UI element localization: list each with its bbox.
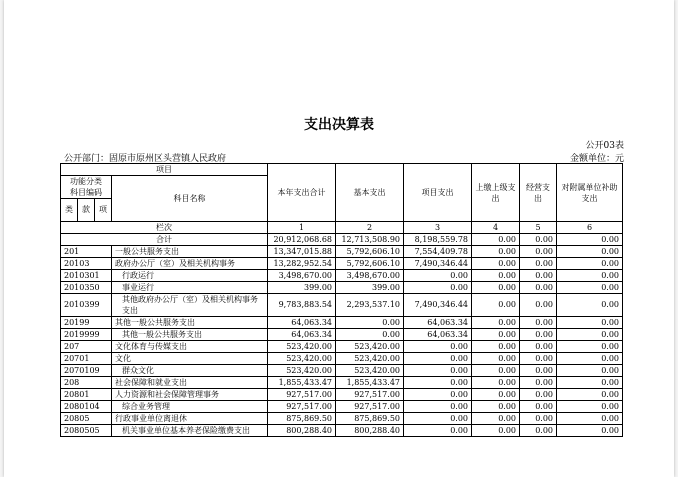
subject-name: 行政运行 <box>112 270 268 282</box>
subject-code: 2010301 <box>61 270 112 282</box>
cell-upper: 0.00 <box>472 294 520 317</box>
cell-upper: 0.00 <box>472 246 520 258</box>
table-row <box>61 329 623 341</box>
table-row <box>61 377 623 389</box>
cell-business: 0.00 <box>520 329 557 341</box>
cell-total: 523,420.00 <box>268 341 336 353</box>
cell-upper: 0.00 <box>472 329 520 341</box>
cell-subsidy: 0.00 <box>557 246 623 258</box>
cell-project: 0.00 <box>404 425 472 437</box>
cell-business: 0.00 <box>520 413 557 425</box>
table-row <box>61 401 623 413</box>
cell-total: 13,347,015.88 <box>268 246 336 258</box>
subject-name: 综合业务管理 <box>112 401 268 413</box>
subject-code: 2019999 <box>61 329 112 341</box>
subject-name: 群众文化 <box>112 365 268 377</box>
cell-project: 7,490,346.44 <box>404 258 472 270</box>
header-basic: 基本支出 <box>336 164 404 222</box>
cell-basic: 523,420.00 <box>336 365 404 377</box>
cell-total: 9,783,883.54 <box>268 294 336 317</box>
cell-project: 64,063.34 <box>404 329 472 341</box>
cell-business: 0.00 <box>520 282 557 294</box>
col-number-4: 4 <box>472 222 520 234</box>
cell-project: 0.00 <box>404 413 472 425</box>
total-upper: 0.00 <box>472 234 520 246</box>
subject-code: 201 <box>61 246 112 258</box>
table-row <box>61 425 623 437</box>
subject-code: 2010350 <box>61 282 112 294</box>
cell-basic: 523,420.00 <box>336 353 404 365</box>
subject-code: 2070109 <box>61 365 112 377</box>
cell-project: 0.00 <box>404 365 472 377</box>
col-number-1: 1 <box>268 222 336 234</box>
cell-business: 0.00 <box>520 317 557 329</box>
cell-upper: 0.00 <box>472 317 520 329</box>
cell-basic: 2,293,537.10 <box>336 294 404 317</box>
cell-total: 927,517.00 <box>268 389 336 401</box>
cell-total: 927,517.00 <box>268 401 336 413</box>
subject-code: 20199 <box>61 317 112 329</box>
cell-basic: 0.00 <box>336 329 404 341</box>
cell-basic: 5,792,606.10 <box>336 258 404 270</box>
cell-upper: 0.00 <box>472 270 520 282</box>
cell-total: 800,288.40 <box>268 425 336 437</box>
cell-subsidy: 0.00 <box>557 377 623 389</box>
subject-name: 其他一般公共服务支出 <box>112 317 268 329</box>
cell-project: 0.00 <box>404 377 472 389</box>
cell-subsidy: 0.00 <box>557 413 623 425</box>
cell-total: 875,869.50 <box>268 413 336 425</box>
subject-name: 行政事业单位离退休 <box>112 413 268 425</box>
cell-subsidy: 0.00 <box>557 317 623 329</box>
subject-code: 2080104 <box>61 401 112 413</box>
cell-subsidy: 0.00 <box>557 353 623 365</box>
cell-subsidy: 0.00 <box>557 258 623 270</box>
col-number-5: 5 <box>520 222 557 234</box>
cell-basic: 399.00 <box>336 282 404 294</box>
cell-subsidy: 0.00 <box>557 282 623 294</box>
department-label: 公开部门：固原市原州区头营镇人民政府 <box>64 154 227 164</box>
cell-total: 523,420.00 <box>268 353 336 365</box>
cell-project: 0.00 <box>404 401 472 413</box>
lanci-label: 栏次 <box>61 222 268 234</box>
cell-upper: 0.00 <box>472 389 520 401</box>
cell-total: 13,282,952.54 <box>268 258 336 270</box>
total-business: 0.00 <box>520 234 557 246</box>
total-subsidy: 0.00 <box>557 234 623 246</box>
cell-basic: 3,498,670.00 <box>336 270 404 282</box>
cell-business: 0.00 <box>520 270 557 282</box>
subject-code: 2010399 <box>61 294 112 317</box>
cell-total: 399.00 <box>268 282 336 294</box>
cell-project: 7,490,346.44 <box>404 294 472 317</box>
cell-basic: 927,517.00 <box>336 389 404 401</box>
cell-project: 0.00 <box>404 341 472 353</box>
total-basic: 12,713,508.90 <box>336 234 404 246</box>
table-body <box>61 164 623 437</box>
cell-subsidy: 0.00 <box>557 425 623 437</box>
header-kuan: 款 <box>78 199 95 222</box>
cell-business: 0.00 <box>520 365 557 377</box>
header-project: 项目 <box>61 164 268 176</box>
header-project-exp: 项目支出 <box>404 164 472 222</box>
page-title: 支出决算表 <box>304 117 374 133</box>
cell-upper: 0.00 <box>472 365 520 377</box>
table-row <box>61 389 623 401</box>
func-class-label: 功能分类 <box>70 177 102 186</box>
cell-basic: 523,420.00 <box>336 341 404 353</box>
cell-subsidy: 0.00 <box>557 329 623 341</box>
cell-basic: 875,869.50 <box>336 413 404 425</box>
header-subject-name: 科目名称 <box>112 176 268 222</box>
cell-subsidy: 0.00 <box>557 270 623 282</box>
cell-project: 64,063.34 <box>404 317 472 329</box>
cell-basic: 5,792,606.10 <box>336 246 404 258</box>
cell-subsidy: 0.00 <box>557 294 623 317</box>
header-lei: 类 <box>61 199 78 222</box>
table-row <box>61 317 623 329</box>
subject-name: 一般公共服务支出 <box>112 246 268 258</box>
subject-code: 208 <box>61 377 112 389</box>
cell-total: 64,063.34 <box>268 329 336 341</box>
cell-upper: 0.00 <box>472 258 520 270</box>
cell-business: 0.00 <box>520 246 557 258</box>
cell-subsidy: 0.00 <box>557 341 623 353</box>
col-number-3: 3 <box>404 222 472 234</box>
total-label: 合计 <box>61 234 268 246</box>
table-row <box>61 353 623 365</box>
cell-upper: 0.00 <box>472 425 520 437</box>
cell-basic: 927,517.00 <box>336 401 404 413</box>
cell-project: 0.00 <box>404 389 472 401</box>
subject-code: 20801 <box>61 389 112 401</box>
cell-basic: 800,288.40 <box>336 425 404 437</box>
subject-name: 文化 <box>112 353 268 365</box>
total-project: 8,198,559.78 <box>404 234 472 246</box>
amount-unit: 金额单位：元 <box>569 154 624 164</box>
cell-project: 0.00 <box>404 282 472 294</box>
cell-subsidy: 0.00 <box>557 401 623 413</box>
col-number-6: 6 <box>557 222 623 234</box>
col-number-2: 2 <box>336 222 404 234</box>
header-func-class <box>61 176 112 199</box>
cell-total: 523,420.00 <box>268 365 336 377</box>
subject-code: 207 <box>61 341 112 353</box>
subject-name: 机关事业单位基本养老保险缴费支出 <box>112 425 268 437</box>
cell-business: 0.00 <box>520 389 557 401</box>
header-business: 经营支出 <box>520 164 557 222</box>
subject-name: 其他政府办公厅（室）及相关机构事务支出 <box>112 294 268 317</box>
cell-business: 0.00 <box>520 341 557 353</box>
cell-project: 7,554,409.78 <box>404 246 472 258</box>
subject-name: 事业运行 <box>112 282 268 294</box>
cell-total: 3,498,670.00 <box>268 270 336 282</box>
subject-name: 政府办公厅（室）及相关机构事务 <box>112 258 268 270</box>
expenditure-table <box>60 163 623 437</box>
subject-code: 20805 <box>61 413 112 425</box>
subject-name: 其他一般公共服务支出 <box>112 329 268 341</box>
cell-basic: 1,855,433.47 <box>336 377 404 389</box>
cell-upper: 0.00 <box>472 401 520 413</box>
subject-name: 社会保障和就业支出 <box>112 377 268 389</box>
table-row <box>61 246 623 258</box>
form-number: 公开03表 <box>585 141 624 151</box>
table-row <box>61 258 623 270</box>
total-row <box>61 234 623 246</box>
cell-upper: 0.00 <box>472 282 520 294</box>
table-row <box>61 365 623 377</box>
cell-basic: 0.00 <box>336 317 404 329</box>
subject-code-label: 科目编码 <box>70 188 102 197</box>
cell-subsidy: 0.00 <box>557 389 623 401</box>
cell-upper: 0.00 <box>472 377 520 389</box>
cell-upper: 0.00 <box>472 341 520 353</box>
cell-business: 0.00 <box>520 258 557 270</box>
cell-business: 0.00 <box>520 425 557 437</box>
header-xiang: 项 <box>95 199 112 222</box>
table-row <box>61 294 623 317</box>
cell-business: 0.00 <box>520 294 557 317</box>
cell-business: 0.00 <box>520 401 557 413</box>
total-sum: 20,912,068.68 <box>268 234 336 246</box>
subject-code: 20103 <box>61 258 112 270</box>
cell-total: 1,855,433.47 <box>268 377 336 389</box>
header-total: 本年支出合计 <box>268 164 336 222</box>
table-row <box>61 270 623 282</box>
table-row <box>61 341 623 353</box>
subject-name: 文化体育与传媒支出 <box>112 341 268 353</box>
cell-business: 0.00 <box>520 377 557 389</box>
cell-project: 0.00 <box>404 270 472 282</box>
cell-total: 64,063.34 <box>268 317 336 329</box>
cell-upper: 0.00 <box>472 413 520 425</box>
header-subsidy: 对附属单位补助支出 <box>557 164 623 222</box>
subject-name: 人力资源和社会保障管理事务 <box>112 389 268 401</box>
header-upper: 上缴上级支出 <box>472 164 520 222</box>
cell-project: 0.00 <box>404 353 472 365</box>
table-row <box>61 413 623 425</box>
cell-upper: 0.00 <box>472 353 520 365</box>
subject-code: 20701 <box>61 353 112 365</box>
cell-business: 0.00 <box>520 353 557 365</box>
table-row <box>61 282 623 294</box>
subject-code: 2080505 <box>61 425 112 437</box>
cell-subsidy: 0.00 <box>557 365 623 377</box>
